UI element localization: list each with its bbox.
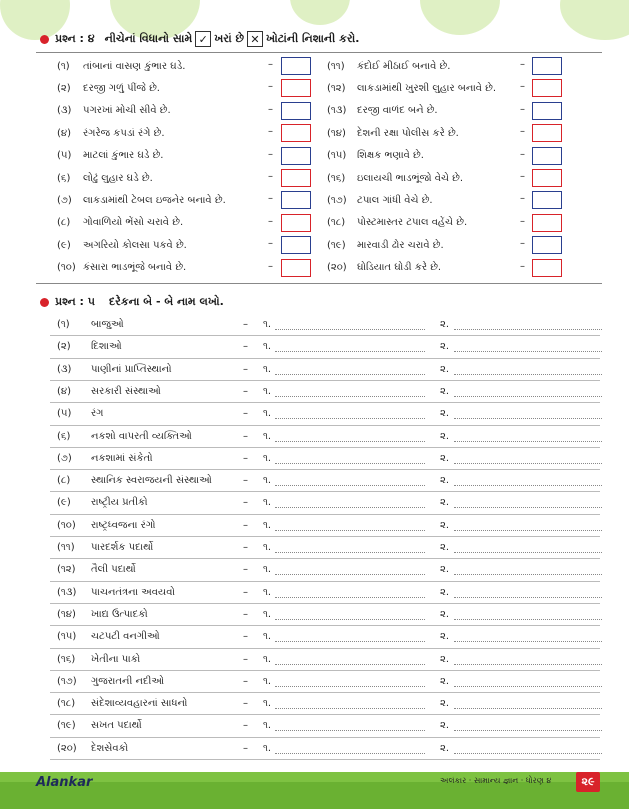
- answer-two-label: ૨.: [440, 742, 450, 754]
- dash-separator: –: [268, 126, 273, 138]
- statement-row: [327, 257, 441, 279]
- statement-text: રંગરેજ કપડાં રંગે છે.: [83, 127, 165, 139]
- item-number: (૧૩): [57, 586, 77, 598]
- item-number: (૧૭): [57, 675, 77, 687]
- answer-box[interactable]: [281, 79, 311, 97]
- dash-separator: –: [268, 193, 273, 205]
- q5-row: [57, 448, 602, 470]
- statement-row: [57, 145, 164, 167]
- answer-two-line[interactable]: [454, 664, 602, 665]
- q5-row: [57, 649, 602, 671]
- answer-two-line[interactable]: [454, 552, 602, 553]
- answer-two-line[interactable]: [454, 530, 602, 531]
- item-label: પાણીનાં પ્રાપ્તિસ્થાનો: [91, 363, 172, 375]
- statement-row: [57, 167, 153, 189]
- statement-number: (૧૮): [327, 217, 346, 229]
- statement-text: તાંબાનાં વાસણ કુંભાર ઘડે.: [83, 60, 186, 72]
- dash-separator: –: [520, 81, 525, 93]
- answer-two-line[interactable]: [454, 619, 602, 620]
- statement-number: (૧૩): [327, 105, 347, 117]
- q5-number: પ્રશ્ન : ૫: [55, 295, 95, 308]
- q4-false-label: ખોટાંની નિશાની કરો.: [265, 32, 360, 45]
- item-label: પારદર્શક પદાર્થો: [91, 542, 154, 553]
- item-number: (૨): [57, 341, 71, 353]
- answer-two-label: ૨.: [440, 608, 450, 620]
- dash-separator: –: [520, 148, 525, 160]
- q5-heading: [40, 295, 224, 309]
- q5-row: [57, 470, 602, 492]
- statement-row: [57, 189, 226, 211]
- statement-text: કંસારા ભાડભૂંજે બનાવે છે.: [83, 262, 187, 274]
- dash-separator: –: [520, 215, 525, 227]
- item-number: (૧૯): [57, 720, 76, 732]
- answer-two-line[interactable]: [454, 507, 602, 508]
- answer-one-label: ૧.: [263, 519, 272, 531]
- answer-box[interactable]: [532, 102, 562, 120]
- answer-two-label: ૨.: [440, 720, 450, 732]
- answer-box[interactable]: [532, 236, 562, 254]
- item-number: (૬): [57, 430, 71, 442]
- answer-two-label: ૨.: [440, 408, 450, 420]
- statement-text: મારવાડી ઢોર ચરાવે છે.: [357, 239, 444, 251]
- dash-separator: –: [243, 653, 248, 665]
- item-number: (૫): [57, 408, 72, 420]
- q5-row: [57, 693, 602, 715]
- statement-number: (૧૦): [57, 262, 76, 274]
- item-number: (૯): [57, 497, 71, 509]
- item-label: બાજુઓ: [91, 319, 124, 330]
- item-label: ખાદ્ય ઉત્પાદકો: [91, 608, 148, 620]
- divider: [36, 52, 602, 53]
- statement-text: પગરખાં મોચી સીવે છે.: [83, 105, 171, 117]
- page-number: ૨૯: [576, 772, 600, 792]
- answer-one-line[interactable]: [275, 664, 425, 665]
- answer-one-line[interactable]: [275, 619, 425, 620]
- answer-box[interactable]: [532, 79, 562, 97]
- item-number: (૧૪): [57, 608, 76, 620]
- answer-two-line[interactable]: [454, 351, 602, 352]
- statement-row: [327, 77, 496, 99]
- dash-separator: –: [243, 430, 248, 442]
- statement-number: (૧૬): [327, 172, 346, 184]
- answer-two-label: ૨.: [440, 363, 450, 375]
- dash-separator: –: [520, 103, 525, 115]
- dash-separator: –: [243, 519, 248, 531]
- answer-one-label: ૧.: [263, 319, 272, 330]
- statement-text: પોસ્ટમાસ્તર ટપાલ વહેંચે છે.: [357, 217, 468, 229]
- answer-one-line[interactable]: [275, 329, 425, 330]
- answer-one-line[interactable]: [275, 530, 425, 531]
- q5-row: [57, 738, 602, 760]
- dash-separator: –: [243, 452, 248, 464]
- statement-number: (૧૪): [327, 127, 346, 139]
- answer-two-line[interactable]: [454, 730, 602, 731]
- answer-two-label: ૨.: [440, 698, 450, 710]
- answer-box[interactable]: [281, 147, 311, 165]
- dash-separator: –: [243, 319, 248, 330]
- dash-separator: –: [268, 59, 273, 70]
- q4-number: પ્રશ્ન : ૪: [55, 32, 95, 45]
- statement-number: (૩): [57, 105, 72, 117]
- answer-box[interactable]: [532, 124, 562, 142]
- statement-row: [327, 234, 444, 256]
- dash-separator: –: [243, 497, 248, 509]
- item-number: (૧૧): [57, 542, 75, 553]
- q4-true-label: ખરાં છે: [214, 32, 244, 45]
- statement-number: (૬): [57, 172, 71, 184]
- answer-one-line[interactable]: [275, 641, 425, 642]
- answer-one-label: ૧.: [263, 653, 272, 665]
- item-number: (૨૦): [57, 742, 77, 754]
- answer-box[interactable]: [281, 169, 311, 187]
- statement-row: [327, 122, 459, 144]
- statement-number: (૧૧): [327, 60, 345, 72]
- answer-box[interactable]: [532, 214, 562, 232]
- item-number: (૧૦): [57, 519, 76, 531]
- statement-row: [327, 167, 463, 189]
- statement-number: (૮): [57, 217, 71, 229]
- answer-one-label: ૧.: [263, 475, 272, 487]
- answer-one-line[interactable]: [275, 396, 425, 397]
- statement-row: [327, 145, 424, 167]
- item-number: (૭): [57, 452, 72, 464]
- answer-box[interactable]: [281, 102, 311, 120]
- statement-row: [327, 55, 450, 77]
- item-number: (૧): [57, 319, 70, 330]
- dash-separator: –: [243, 742, 248, 754]
- q5-row: [57, 537, 602, 559]
- dash-separator: –: [243, 475, 248, 487]
- answer-two-label: ૨.: [440, 564, 450, 576]
- answer-two-line[interactable]: [454, 441, 602, 442]
- divider: [36, 283, 602, 284]
- item-number: (૧૨): [57, 564, 76, 576]
- q5-row: [57, 381, 602, 403]
- answer-two-line[interactable]: [454, 374, 602, 375]
- statement-number: (૧૯): [327, 239, 346, 251]
- q5-row: [57, 715, 602, 737]
- item-label: સખત પદાર્થો: [91, 720, 142, 732]
- answer-one-label: ૧.: [263, 564, 272, 576]
- q4-heading: [40, 31, 359, 47]
- statement-number: (૯): [57, 239, 71, 251]
- item-number: (૩): [57, 363, 72, 375]
- q4-instruction: નીચેનાં વિધાનો સામે: [104, 32, 193, 45]
- statement-row: [57, 100, 171, 122]
- q5-row: [57, 492, 602, 514]
- item-label: રાષ્ટ્રધ્વજના રંગો: [91, 519, 156, 531]
- dash-separator: –: [243, 586, 248, 598]
- answer-two-label: ૨.: [440, 385, 450, 397]
- answer-one-label: ૧.: [263, 452, 272, 464]
- item-number: (૪): [57, 385, 72, 397]
- answer-two-line[interactable]: [454, 485, 602, 486]
- answer-two-line[interactable]: [454, 597, 602, 598]
- answer-one-label: ૧.: [263, 385, 272, 397]
- statement-row: [57, 77, 160, 99]
- answer-two-label: ૨.: [440, 475, 450, 487]
- statement-row: [327, 212, 467, 234]
- answer-one-line[interactable]: [275, 708, 425, 709]
- item-label: સરકારી સંસ્થાઓ: [91, 385, 161, 397]
- answer-two-label: ૨.: [440, 653, 450, 665]
- statement-row: [57, 212, 183, 234]
- dash-separator: –: [268, 260, 273, 272]
- answer-one-line[interactable]: [275, 574, 425, 575]
- statement-number: (૭): [57, 194, 72, 206]
- answer-box[interactable]: [281, 214, 311, 232]
- bullet-icon: [40, 35, 49, 44]
- answer-box[interactable]: [532, 57, 562, 75]
- cross-mark-icon: ✕: [247, 31, 263, 47]
- statement-number: (૨૦): [327, 262, 347, 274]
- item-label: દિશાઓ: [91, 341, 122, 353]
- answer-box[interactable]: [532, 259, 562, 277]
- answer-one-label: ૧.: [263, 341, 272, 353]
- statement-text: લાકડામાંથી ટેબલ ઇજનેર બનાવે છે.: [83, 194, 226, 206]
- item-number: (૧૫): [57, 631, 77, 643]
- item-number: (૧૬): [57, 653, 76, 665]
- statement-text: ઇલાયચી ભાડભૂંજો વેચે છે.: [357, 172, 464, 184]
- answer-box[interactable]: [281, 57, 311, 75]
- q5-row: [57, 626, 602, 648]
- answer-box[interactable]: [281, 124, 311, 142]
- statement-number: (૪): [57, 127, 72, 139]
- dash-separator: –: [243, 720, 248, 732]
- statement-text: દેશની રક્ષા પોલીસ કરે છે.: [357, 127, 459, 139]
- statement-row: [57, 55, 185, 77]
- answer-box[interactable]: [532, 191, 562, 209]
- dash-separator: –: [268, 215, 273, 227]
- q5-row: [57, 359, 602, 381]
- statement-row: [327, 100, 438, 122]
- item-label: ગુજરાતની નદીઓ: [91, 675, 165, 687]
- item-label: ખેતીના પાકો: [91, 653, 141, 665]
- answer-one-line[interactable]: [275, 441, 425, 442]
- decor-bubble: [560, 0, 629, 40]
- dash-separator: –: [520, 260, 525, 272]
- answer-two-line[interactable]: [454, 641, 602, 642]
- dash-separator: –: [243, 385, 248, 397]
- statement-number: (૧૫): [327, 150, 347, 162]
- answer-one-line[interactable]: [275, 730, 425, 731]
- item-label: સ્થાનિક સ્વરાજયની સંસ્થાઓ: [91, 475, 212, 487]
- item-label: ચટપટી વનગીઓ: [91, 631, 160, 643]
- dash-separator: –: [520, 238, 525, 250]
- dash-separator: –: [268, 171, 273, 182]
- answer-one-line[interactable]: [275, 753, 425, 754]
- answer-one-label: ૧.: [263, 586, 272, 598]
- item-label: તૈલી પદાર્થો: [91, 564, 136, 576]
- answer-one-line[interactable]: [275, 507, 425, 508]
- brand-logo: Alankar: [36, 775, 93, 790]
- answer-box[interactable]: [281, 191, 311, 209]
- q5-row: [57, 604, 602, 626]
- statement-text: લોઢું લુહાર ઘડે છે.: [83, 172, 153, 184]
- item-label: નકશો વાપરતી વ્યક્તિઓ: [91, 430, 192, 442]
- answer-two-line[interactable]: [454, 574, 602, 575]
- answer-one-label: ૧.: [263, 363, 272, 375]
- q5-row: [57, 515, 602, 537]
- answer-two-label: ૨.: [440, 497, 450, 509]
- dash-separator: –: [243, 341, 248, 353]
- answer-one-label: ૧.: [263, 720, 272, 732]
- statement-text: દરજી ગળું પીંજે છે.: [83, 82, 160, 94]
- dash-separator: –: [243, 564, 248, 576]
- q5-row: [57, 314, 602, 336]
- statement-row: [57, 234, 187, 256]
- statement-number: (૨): [57, 82, 71, 94]
- statement-text: ટપાલ ગાંધી વેચે છે.: [357, 194, 433, 206]
- dash-separator: –: [243, 542, 248, 553]
- q5-instruction: દરેકના બે - બે નામ લખો.: [108, 295, 224, 308]
- answer-one-label: ૧.: [263, 675, 272, 687]
- answer-one-label: ૧.: [263, 430, 272, 442]
- dash-separator: –: [268, 148, 273, 160]
- answer-one-label: ૧.: [263, 408, 272, 420]
- answer-box[interactable]: [532, 169, 562, 187]
- statement-row: [327, 189, 433, 211]
- statement-text: કંદોઈ મીઠાઈ બનાવે છે.: [357, 60, 451, 72]
- statement-text: શિક્ષક ભણાવે છે.: [357, 150, 424, 162]
- answer-one-label: ૧.: [263, 631, 272, 643]
- bullet-icon: [40, 298, 49, 307]
- q5-row: [57, 582, 602, 604]
- item-label: નકશામાં સંકેતો: [91, 452, 153, 464]
- statement-text: અગરિયો કોલસા પકવે છે.: [83, 239, 187, 251]
- answer-two-line[interactable]: [454, 329, 602, 330]
- answer-one-label: ૧.: [263, 698, 272, 710]
- item-label: પાચનતંત્રના અવયવો: [91, 586, 175, 598]
- dash-separator: –: [243, 363, 248, 375]
- dash-separator: –: [243, 675, 248, 687]
- dash-separator: –: [520, 126, 525, 138]
- answer-box[interactable]: [281, 259, 311, 277]
- statement-row: [57, 257, 186, 279]
- answer-one-line[interactable]: [275, 552, 425, 553]
- decor-bubble: [290, 0, 350, 25]
- answer-one-label: ૧.: [263, 497, 272, 509]
- answer-one-label: ૧.: [263, 608, 272, 620]
- dash-separator: –: [520, 59, 525, 70]
- q5-row: [57, 559, 602, 581]
- answer-two-label: ૨.: [440, 430, 450, 442]
- item-label: દેશસેવકો: [91, 742, 129, 754]
- decor-bubble: [420, 0, 500, 35]
- item-label: રંગ: [91, 408, 104, 420]
- answer-one-line[interactable]: [275, 597, 425, 598]
- statement-text: દરજી વાળંદ બને છે.: [357, 105, 438, 117]
- q5-row: [57, 671, 602, 693]
- answer-two-label: ૨.: [440, 341, 450, 353]
- q5-row: [57, 426, 602, 448]
- answer-one-line[interactable]: [275, 463, 425, 464]
- dash-separator: –: [268, 81, 273, 93]
- answer-two-line[interactable]: [454, 686, 602, 687]
- answer-two-label: ૨.: [440, 675, 450, 687]
- statement-text: ઘોડિયાત ઘોડી કરે છે.: [357, 262, 442, 274]
- item-label: સંદેશાવ્યવહારનાં સાધનો: [91, 698, 188, 710]
- answer-two-label: ૨.: [440, 519, 450, 531]
- item-number: (૧૮): [57, 698, 76, 710]
- answer-two-label: ૨.: [440, 542, 450, 553]
- statement-number: (૫): [57, 150, 72, 162]
- answer-two-label: ૨.: [440, 452, 450, 464]
- answer-two-label: ૨.: [440, 319, 450, 330]
- dash-separator: –: [268, 103, 273, 115]
- answer-one-line[interactable]: [275, 485, 425, 486]
- answer-one-line[interactable]: [275, 418, 425, 419]
- answer-one-line[interactable]: [275, 686, 425, 687]
- answer-two-line[interactable]: [454, 708, 602, 709]
- q5-row: [57, 336, 602, 358]
- answer-one-label: ૧.: [263, 542, 272, 553]
- answer-two-line[interactable]: [454, 463, 602, 464]
- statement-text: લાકડામાંથી ખુરશી લુહાર બનાવે છે.: [357, 82, 497, 94]
- statement-text: ગોવાળિયો ભેંસો ચરાવે છે.: [83, 217, 184, 229]
- answer-two-label: ૨.: [440, 631, 450, 643]
- statement-number: (૧૨): [327, 82, 346, 94]
- item-label: રાષ્ટ્રીય પ્રતીકો: [91, 497, 148, 509]
- answer-box[interactable]: [281, 236, 311, 254]
- q5-row: [57, 403, 602, 425]
- statement-number: (૧૭): [327, 194, 347, 206]
- item-number: (૮): [57, 475, 71, 487]
- answer-two-label: ૨.: [440, 586, 450, 598]
- statement-row: [57, 122, 165, 144]
- answer-two-line[interactable]: [454, 396, 602, 397]
- answer-box[interactable]: [532, 147, 562, 165]
- answer-two-line[interactable]: [454, 418, 602, 419]
- dash-separator: –: [520, 193, 525, 205]
- answer-two-line[interactable]: [454, 753, 602, 754]
- check-mark-icon: ✓: [195, 31, 211, 47]
- row-divider: [50, 759, 600, 760]
- statement-number: (૧): [57, 60, 70, 72]
- answer-one-label: ૧.: [263, 742, 272, 754]
- dash-separator: –: [520, 171, 525, 182]
- answer-one-line[interactable]: [275, 374, 425, 375]
- answer-one-line[interactable]: [275, 351, 425, 352]
- dash-separator: –: [243, 631, 248, 643]
- footer-caption: અલંકાર · સામાન્ય જ્ઞાન · ધોરણ ૪: [440, 776, 552, 785]
- dash-separator: –: [268, 238, 273, 250]
- statement-text: માટલાં કુંભાર ઘડે છે.: [83, 150, 164, 162]
- dash-separator: –: [243, 608, 248, 620]
- dash-separator: –: [243, 408, 248, 420]
- dash-separator: –: [243, 698, 248, 710]
